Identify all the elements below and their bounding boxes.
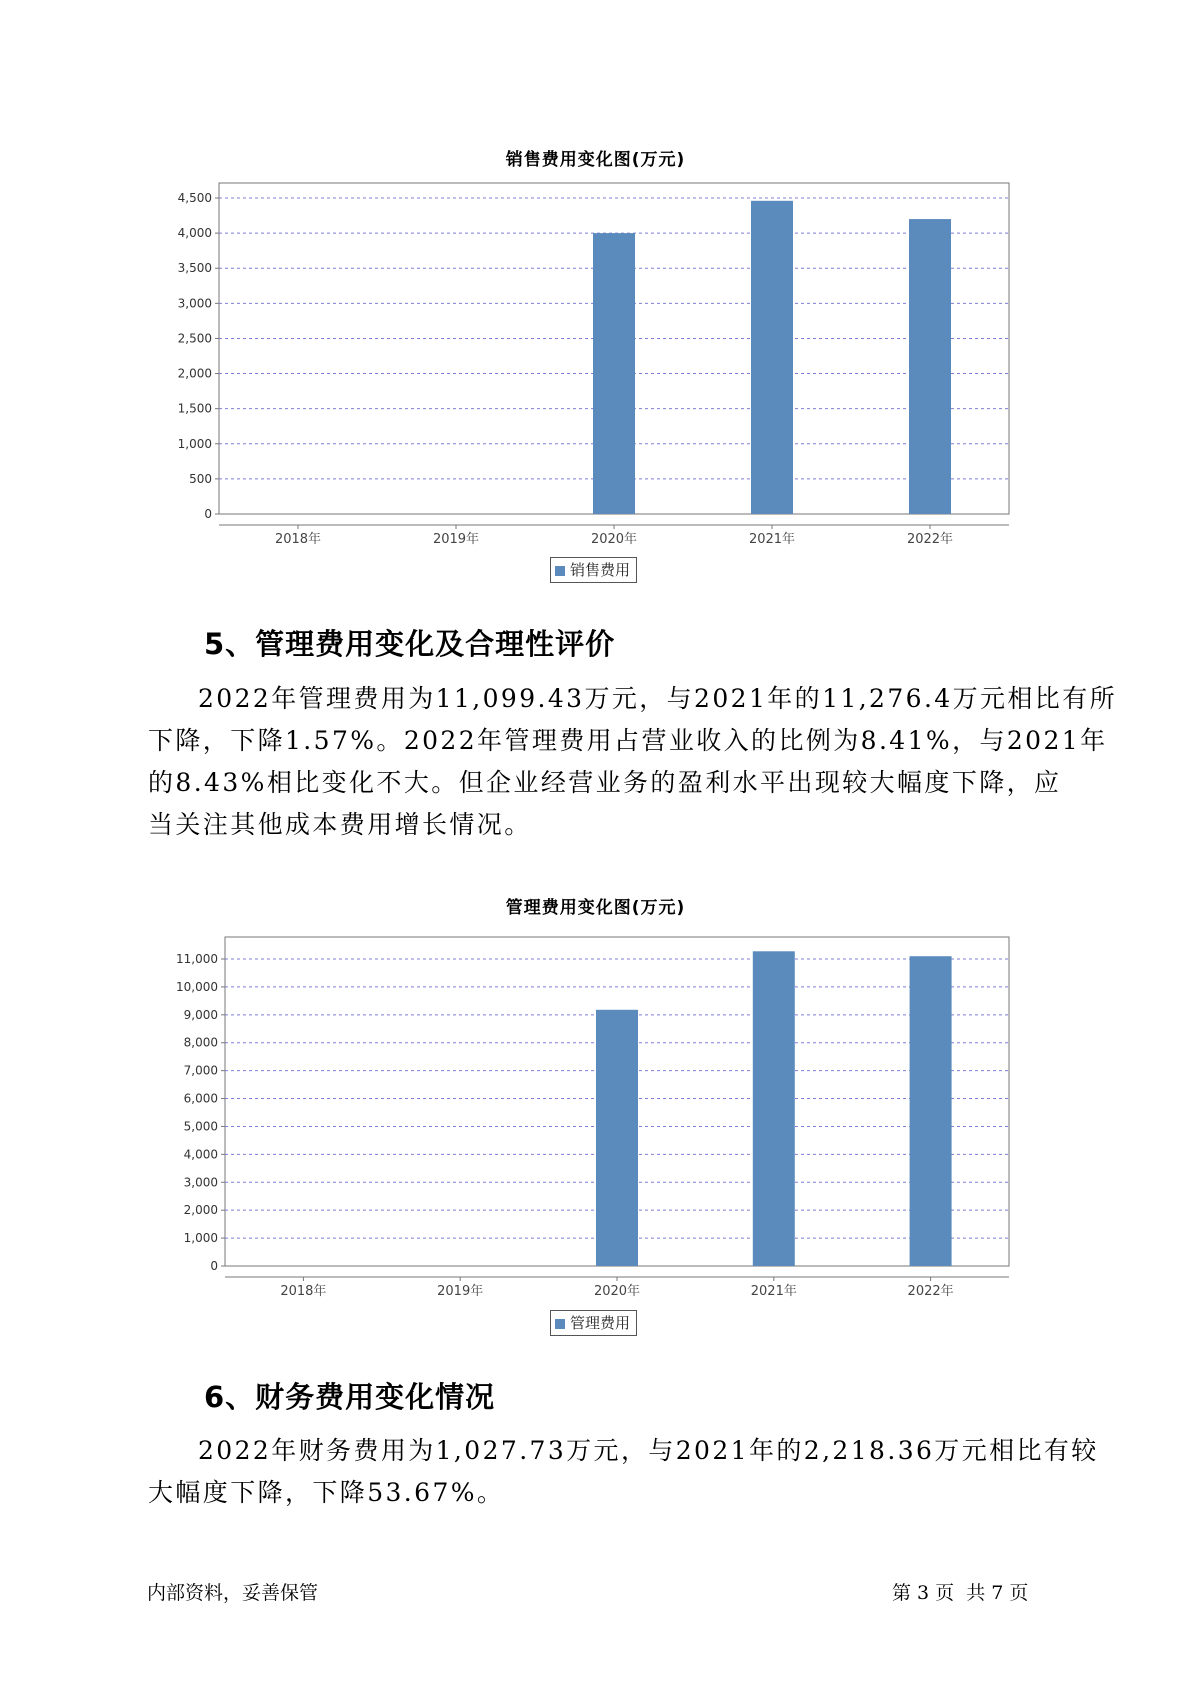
chart1-ytick-label: 3,500 bbox=[177, 261, 212, 276]
chart1-ytick-label: 0 bbox=[204, 507, 212, 521]
chart1-ytick-label: 2,500 bbox=[177, 331, 212, 346]
chart1-xtick-label: 2020年 bbox=[590, 532, 638, 547]
chart1-legend-label: 销售费用 bbox=[570, 561, 631, 579]
footer-confidential-note: 内部资料，妥善保管 bbox=[147, 1582, 319, 1604]
chart2-ytick-label: 4,000 bbox=[183, 1147, 218, 1162]
chart2-ytick-label: 1,000 bbox=[183, 1231, 218, 1246]
section6-line-2: 大幅度下降，下降53.67%。 bbox=[148, 1478, 505, 1507]
footer-page-number: 第 3 页 共 7 页 bbox=[892, 1582, 1029, 1604]
chart2-ytick-label: 10,000 bbox=[176, 979, 218, 994]
section5-line-2: 下降，下降1.57%。2022年管理费用占营业收入的比例为8.41%，与2021年 bbox=[148, 726, 1108, 755]
chart2-xtick-label: 2020年 bbox=[593, 1284, 641, 1299]
chart2-ytick-label: 9,000 bbox=[183, 1007, 218, 1022]
chart1-title: 销售费用变化图(万元) bbox=[505, 150, 686, 170]
chart2-ytick-label: 2,000 bbox=[183, 1203, 218, 1218]
section6-line-1: 2022年财务费用为1,027.73万元，与2021年的2,218.36万元相比有较 bbox=[198, 1436, 1099, 1465]
chart2-xtick-label: 2018年 bbox=[280, 1284, 327, 1299]
chart2-legend bbox=[550, 1310, 637, 1336]
chart1-xtick-label: 2022年 bbox=[906, 532, 954, 547]
chart2-bar bbox=[753, 951, 795, 1266]
chart2-xtick-label: 2021年 bbox=[750, 1284, 797, 1299]
chart2-ytick-label: 5,000 bbox=[183, 1119, 218, 1134]
chart1-ytick-label: 2,000 bbox=[177, 366, 212, 381]
legend-swatch-icon bbox=[555, 1319, 565, 1329]
chart2-ytick-label: 6,000 bbox=[183, 1091, 218, 1106]
chart2-title: 管理费用变化图(万元) bbox=[505, 898, 686, 918]
chart1-ytick-label: 1,000 bbox=[177, 436, 212, 451]
chart1-xtick-label: 2021年 bbox=[748, 532, 796, 547]
chart1-ytick-label: 4,500 bbox=[177, 191, 212, 205]
chart2-ytick-label: 3,000 bbox=[183, 1175, 218, 1190]
chart1-ytick-label: 1,500 bbox=[177, 401, 212, 416]
section5-heading: 5、管理费用变化及合理性评价 bbox=[204, 627, 616, 661]
chart1-ytick-label: 500 bbox=[189, 471, 212, 486]
chart1-ytick-label: 3,000 bbox=[177, 296, 212, 311]
chart2-ytick-label: 8,000 bbox=[183, 1035, 218, 1050]
chart1-xtick-label: 2018年 bbox=[274, 532, 322, 547]
section6-heading: 6、财务费用变化情况 bbox=[204, 1380, 496, 1414]
chart2-ytick-label: 0 bbox=[210, 1259, 218, 1273]
section5-line-4: 当关注其他成本费用增长情况。 bbox=[148, 810, 532, 839]
chart2-ytick-label: 7,000 bbox=[183, 1063, 218, 1078]
chart2-bar bbox=[910, 956, 952, 1266]
chart2-legend-label: 管理费用 bbox=[570, 1314, 631, 1332]
chart2-ytick-label: 11,000 bbox=[176, 952, 218, 966]
chart1-xtick-label: 2019年 bbox=[432, 532, 480, 547]
section5-line-3: 的8.43%相比变化不大。但企业经营业务的盈利水平出现较大幅度下降，应 bbox=[148, 768, 1062, 797]
chart2-xtick-label: 2019年 bbox=[437, 1284, 484, 1299]
chart2-xtick-label: 2022年 bbox=[907, 1284, 954, 1299]
chart1-ytick-label: 4,000 bbox=[177, 226, 212, 241]
section6-paragraph bbox=[148, 1430, 1099, 1514]
section5-line-1: 2022年管理费用为11,099.43万元，与2021年的11,276.4万元相比有所 bbox=[198, 684, 1118, 713]
chart2-bar bbox=[596, 1010, 638, 1266]
